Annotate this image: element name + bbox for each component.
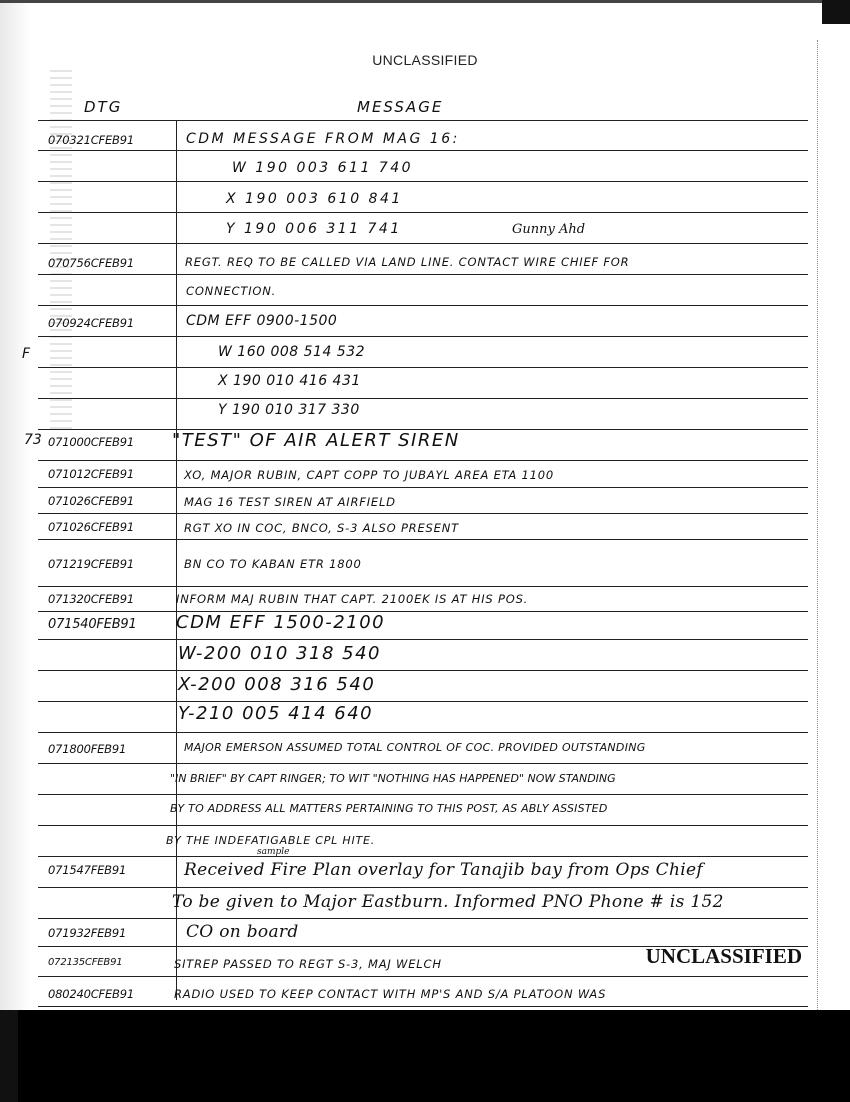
dtg-cell: 070756CFEB91 [48, 256, 134, 270]
dtg-cell: 071540FEB91 [48, 617, 137, 632]
message-line: CDM EFF 1500-2100 [176, 612, 386, 633]
header-rule [38, 120, 808, 121]
grid-line: Y 190 006 311 741 [226, 221, 402, 237]
row-rule [38, 887, 808, 888]
row-rule [38, 1006, 808, 1007]
grid-line: Y 190 010 317 330 [218, 402, 360, 418]
row-rule [38, 305, 808, 306]
message-line: XO, MAJOR RUBIN, CAPT COPP TO JUBAYL AREA ETA 1100 [184, 468, 555, 482]
dtg-cell: 071320CFEB91 [48, 592, 134, 606]
message-line: "TEST" OF AIR ALERT SIREN [172, 430, 460, 451]
row-rule [38, 825, 808, 826]
classification-bottom: UNCLASSIFIED [645, 944, 802, 968]
dtg-cell: 071000CFEB91 [48, 435, 134, 449]
row-rule [38, 539, 808, 540]
row-rule [38, 243, 808, 244]
message-line: BY TO ADDRESS ALL MATTERS PERTAINING TO THIS POST, AS ABLY ASSISTED [170, 802, 608, 815]
dtg-cell: 071547FEB91 [48, 863, 127, 877]
scan-top-edge [0, 0, 850, 14]
message-line: SITREP PASSED TO REGT S-3, MAJ WELCH [174, 957, 442, 971]
row-rule [38, 670, 808, 671]
grid-line: X 190 003 610 841 [226, 191, 403, 207]
dtg-cell: 071012CFEB91 [48, 467, 134, 481]
grid-line: X-200 008 316 540 [178, 674, 376, 695]
message-line: MAG 16 TEST SIREN AT AIRFIELD [184, 495, 396, 509]
scan-bottom-margin [0, 1010, 850, 1102]
column-header-dtg: DTG [84, 98, 123, 116]
dtg-cell: 080240CFEB91 [48, 987, 134, 1001]
dtg-cell: 072135CFEB91 [48, 957, 123, 968]
dtg-cell: 071026CFEB91 [48, 494, 134, 508]
classification-top: UNCLASSIFIED [372, 52, 478, 68]
grid-line: W-200 010 318 540 [178, 643, 381, 664]
message-line: CDM EFF 0900-1500 [186, 313, 338, 329]
row-rule [38, 763, 808, 764]
message-line: CO on board [186, 922, 299, 942]
page-right-edge [817, 40, 848, 1010]
message-line: To be given to Major Eastburn. Informed PNO Phone # is 152 [172, 892, 724, 912]
column-header-message: MESSAGE [357, 98, 444, 116]
grid-line: W 160 008 514 532 [218, 344, 366, 360]
dtg-cell: 071932FEB91 [48, 926, 127, 940]
message-line: BN CO TO KABAN ETR 1800 [184, 557, 362, 571]
row-rule [38, 398, 808, 399]
message-line: Received Fire Plan overlay for Tanajib bay from Ops Chief [184, 860, 703, 880]
row-rule [38, 611, 808, 612]
scan-corner [822, 0, 850, 24]
margin-mark-73: 73 [24, 432, 42, 448]
row-rule [38, 212, 808, 213]
row-rule [38, 460, 808, 461]
message-line: REGT. REQ TO BE CALLED VIA LAND LINE. CONTACT WIRE CHIEF FOR [185, 255, 630, 269]
column-divider [176, 120, 177, 1000]
signature: Gunny Ahd [512, 222, 586, 237]
message-line: RGT XO IN COC, BNCO, S-3 ALSO PRESENT [184, 521, 459, 535]
message-line: "IN BRIEF" BY CAPT RINGER; TO WIT "NOTHING HAS HAPPENED" NOW STANDING [170, 772, 616, 785]
message-line: BY THE INDEFATIGABLE CPL HITE. [166, 834, 376, 847]
message-line: CDM MESSAGE FROM MAG 16: [186, 131, 460, 147]
row-rule [38, 976, 808, 977]
grid-line: W 190 003 611 740 [232, 160, 414, 176]
row-rule [38, 274, 808, 275]
scan-shadow [0, 0, 30, 1012]
row-rule [38, 639, 808, 640]
grid-line: Y-210 005 414 640 [178, 703, 374, 724]
row-rule [38, 181, 808, 182]
message-line: INFORM MAJ RUBIN THAT CAPT. 2100EK IS AT HIS POS. [176, 592, 529, 606]
scan-speckle [50, 70, 72, 430]
scan-left-edge [0, 1010, 18, 1102]
message-line: MAJOR EMERSON ASSUMED TOTAL CONTROL OF COC. PROVIDED OUTSTANDING [184, 741, 646, 754]
row-rule [38, 487, 808, 488]
sample-note: sample [257, 847, 290, 857]
dtg-cell: 071219CFEB91 [48, 557, 134, 571]
row-rule [38, 701, 808, 702]
row-rule [38, 586, 808, 587]
message-line: CONNECTION. [186, 284, 277, 298]
row-rule [38, 732, 808, 733]
row-rule [38, 513, 808, 514]
row-rule [38, 918, 808, 919]
dtg-cell: 071026CFEB91 [48, 520, 134, 534]
margin-mark-f: F [22, 346, 31, 362]
message-line: RADIO USED TO KEEP CONTACT WITH MP'S AND S/A PLATOON WAS [174, 987, 607, 1001]
row-rule [38, 794, 808, 795]
dtg-cell: 071800FEB91 [48, 742, 127, 756]
row-rule [38, 856, 808, 857]
row-rule [38, 150, 808, 151]
row-rule [38, 367, 808, 368]
dtg-cell: 070924CFEB91 [48, 316, 134, 330]
grid-line: X 190 010 416 431 [218, 373, 361, 389]
dtg-cell: 070321CFEB91 [48, 133, 134, 147]
row-rule [38, 336, 808, 337]
